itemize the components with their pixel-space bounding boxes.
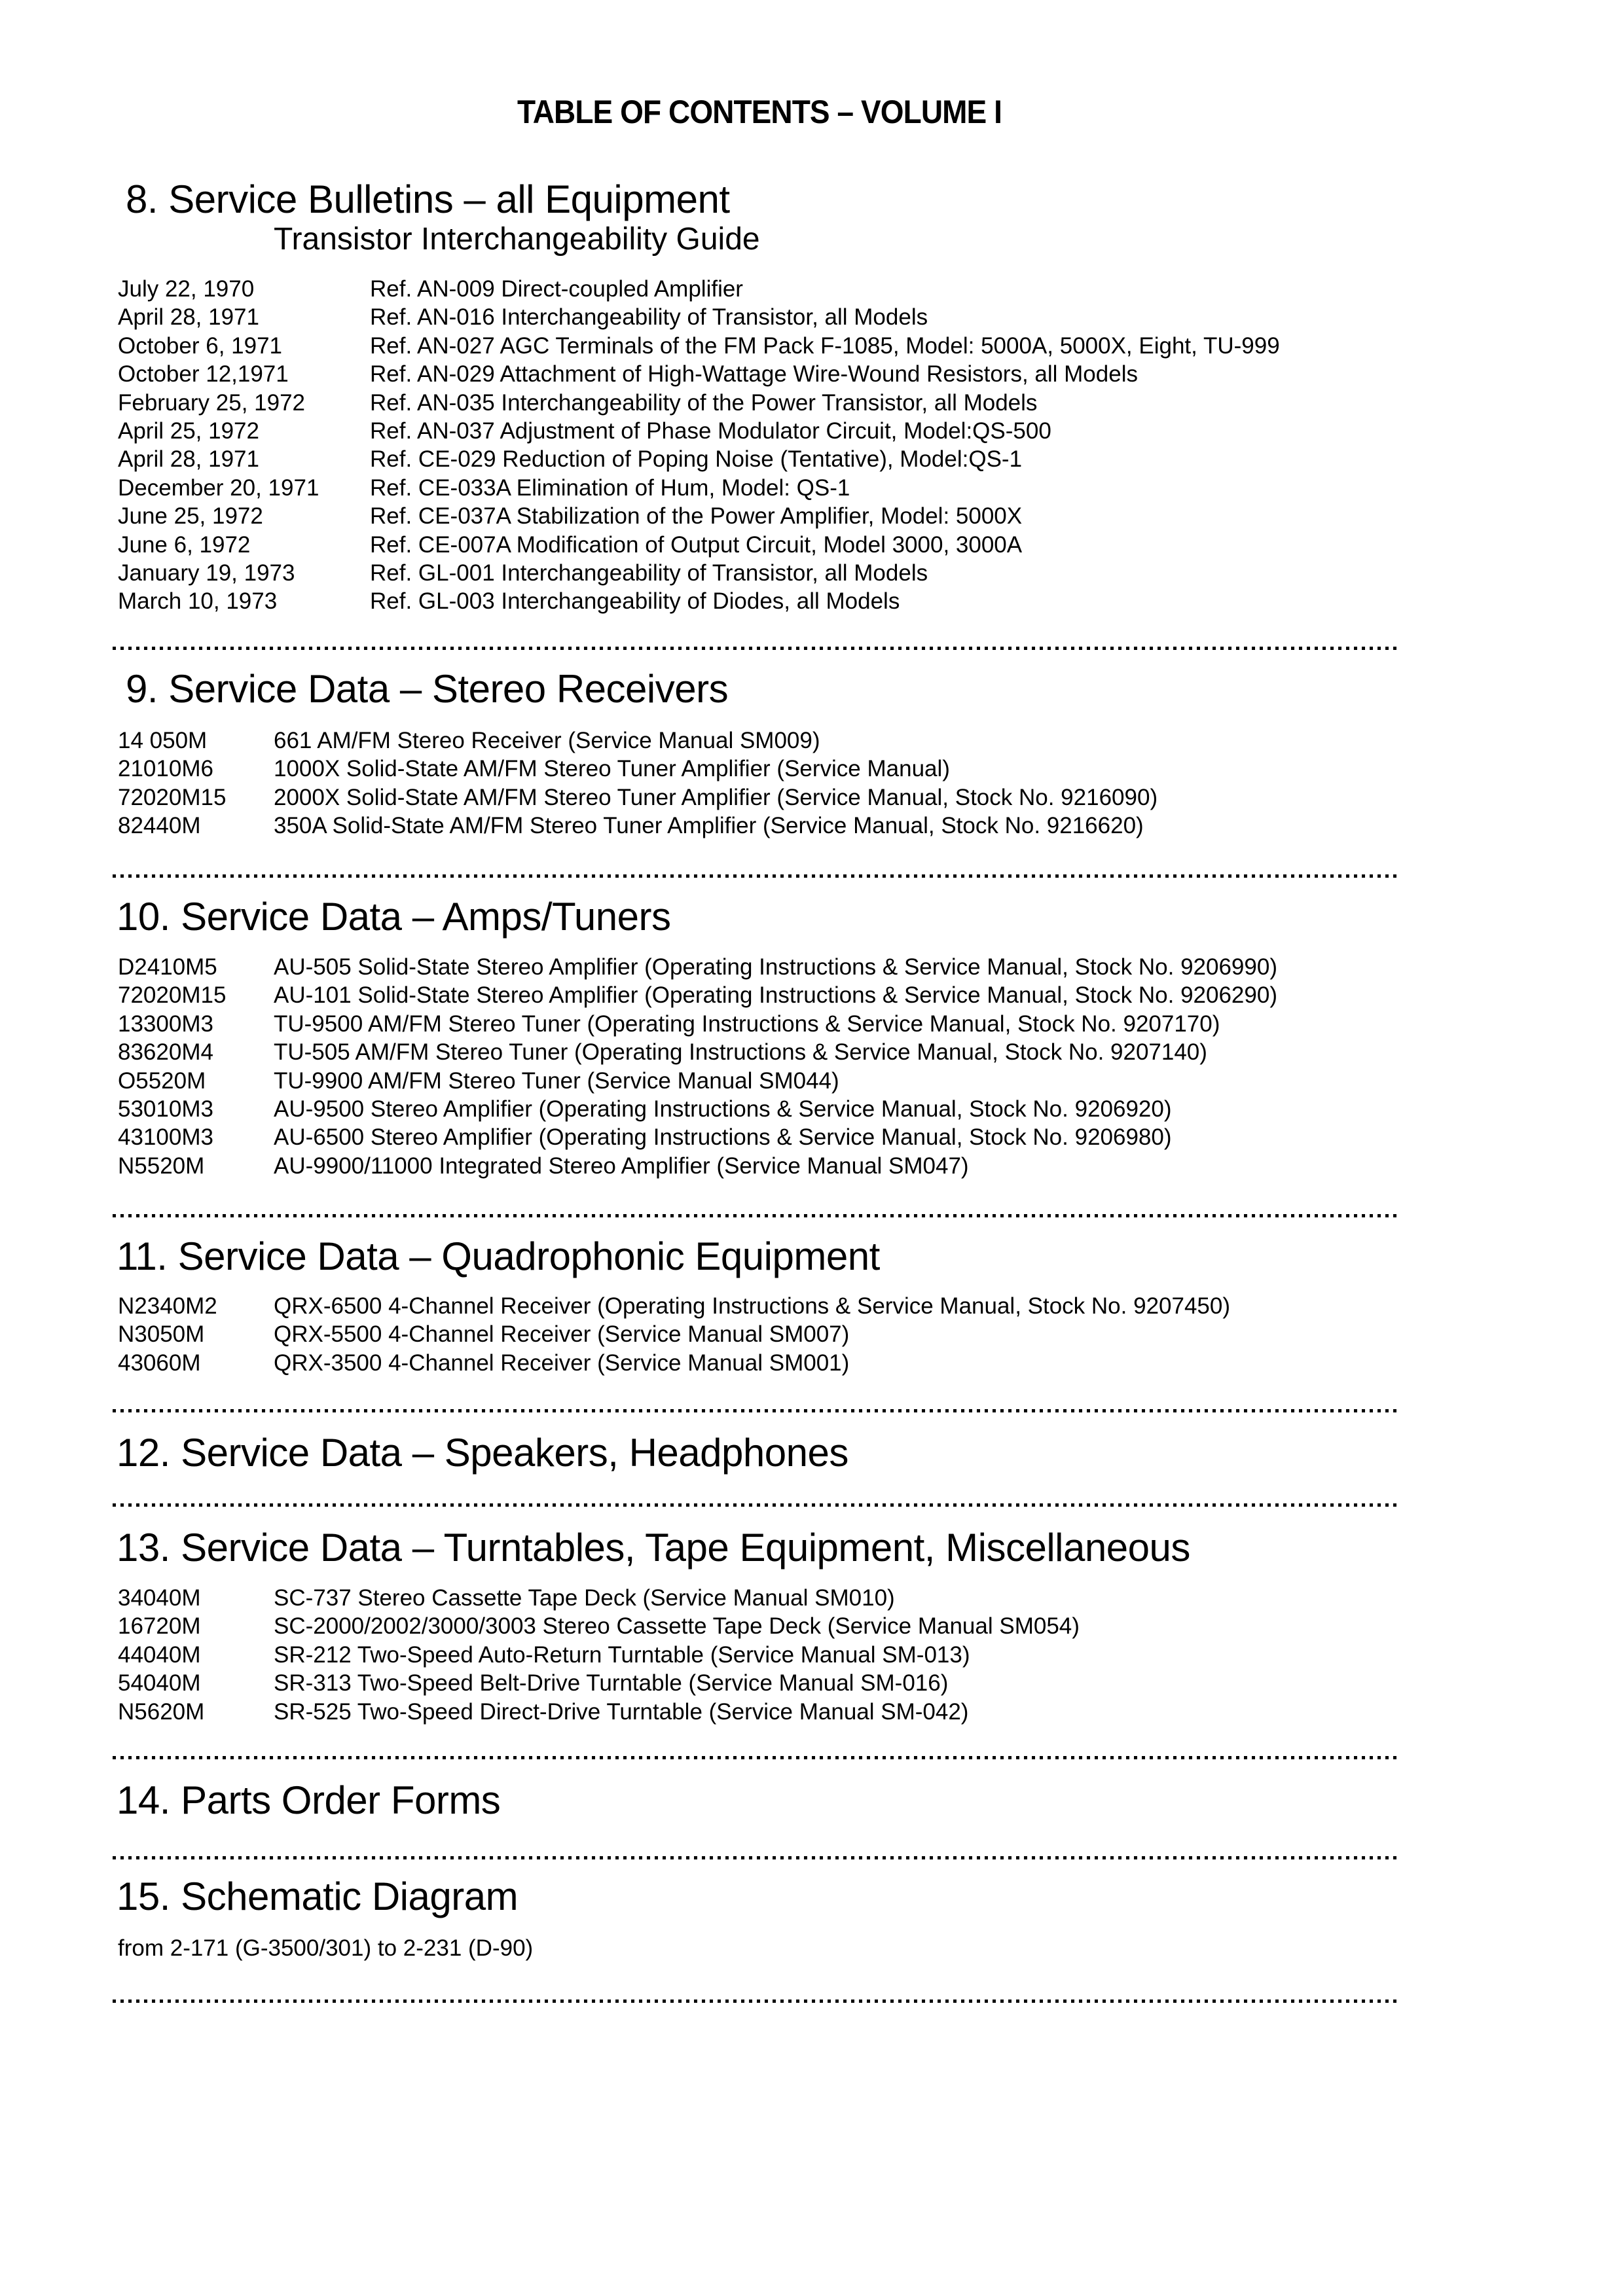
bulletin-row xyxy=(118,275,1401,303)
bulletin-row xyxy=(118,531,1401,559)
item-description: SC-737 Stereo Cassette Tape Deck (Service Manual SM010) xyxy=(274,1585,895,1611)
list-item xyxy=(118,981,1401,1009)
dotted-separator xyxy=(113,1503,1398,1507)
item-description: 661 AM/FM Stereo Receiver (Service Manual SM009) xyxy=(274,728,820,753)
item-description: SR-212 Two-Speed Auto-Return Turntable (Service Manual SM-013) xyxy=(274,1641,970,1668)
bulletin-row xyxy=(118,332,1401,360)
stock-code: 14 050M xyxy=(118,728,208,753)
bulletin-row xyxy=(118,587,1401,615)
list-item xyxy=(118,1095,1401,1123)
list-item xyxy=(118,1038,1401,1066)
item-description: AU-101 Solid-State Stereo Amplifier (Operating Instructions & Service Manual, Stock No. 9206290) xyxy=(274,982,1277,1009)
item-description: QRX-5500 4-Channel Receiver (Service Manual SM007) xyxy=(274,1321,850,1348)
list-item xyxy=(118,1010,1401,1038)
bulletin-date: October 6, 1971 xyxy=(118,332,282,359)
bulletin-row xyxy=(118,445,1401,473)
list-item xyxy=(118,1669,1401,1697)
schematic-range-text: from 2-171 (G-3500/301) to 2-231 (D-90) xyxy=(118,1935,534,1961)
list-item xyxy=(118,1641,1401,1669)
bulletin-ref: Ref. CE-007A Modification of Output Circuit, Model 3000, 3000A xyxy=(370,531,1023,558)
item-description: SR-525 Two-Speed Direct-Drive Turntable (Service Manual SM-042) xyxy=(274,1698,969,1725)
stock-code: 43060M xyxy=(118,1350,201,1376)
list-item xyxy=(118,1152,1401,1180)
stock-code: 72020M15 xyxy=(118,784,227,810)
item-description: AU-505 Solid-State Stereo Amplifier (Operating Instructions & Service Manual, Stock No. 9206990) xyxy=(274,954,1277,980)
bulletin-ref: Ref. AN-029 Attachment of High-Wattage Wire-Wound Resistors, all Models xyxy=(370,361,1138,387)
bulletin-ref: Ref. AN-009 Direct-coupled Amplifier xyxy=(370,276,743,302)
item-description: AU-9500 Stereo Amplifier (Operating Instructions & Service Manual, Stock No. 9206920) xyxy=(274,1096,1172,1122)
bulletin-ref: Ref. AN-037 Adjustment of Phase Modulator Circuit, Model:QS-500 xyxy=(370,418,1051,444)
bulletin-ref: Ref. GL-001 Interchangeability of Transistor, all Models xyxy=(370,560,928,586)
list-item xyxy=(118,783,1401,812)
dotted-separator xyxy=(113,2000,1398,2003)
item-description: TU-9500 AM/FM Stereo Tuner (Operating Instructions & Service Manual, Stock No. 9207170) xyxy=(274,1011,1220,1037)
item-description: 1000X Solid-State AM/FM Stereo Tuner Amplifier (Service Manual) xyxy=(274,756,950,782)
bulletin-date: March 10, 1973 xyxy=(118,588,278,615)
bulletin-row xyxy=(118,559,1401,587)
item-description: SC-2000/2002/3000/3003 Stereo Cassette Tape Deck (Service Manual SM054) xyxy=(274,1613,1080,1640)
item-description: TU-9900 AM/FM Stereo Tuner (Service Manual SM044) xyxy=(274,1067,839,1094)
dotted-separator xyxy=(113,874,1398,878)
list-item xyxy=(118,1612,1401,1640)
bulletin-ref: Ref. AN-016 Interchangeability of Transistor, all Models xyxy=(370,304,928,331)
item-description: QRX-6500 4-Channel Receiver (Operating Instructions & Service Manual, Stock No. 9207450) xyxy=(274,1293,1231,1319)
stock-code: 83620M4 xyxy=(118,1039,213,1066)
section-8-subheading: Transistor Interchangeability Guide xyxy=(274,222,760,257)
stock-code: 16720M xyxy=(118,1613,201,1640)
list-item xyxy=(118,1292,1401,1320)
stock-code: 44040M xyxy=(118,1641,201,1668)
page-title: TABLE OF CONTENTS – VOLUME I xyxy=(517,94,1002,130)
item-description: AU-6500 Stereo Amplifier (Operating Instructions & Service Manual, Stock No. 9206980) xyxy=(274,1124,1172,1151)
bulletin-ref: Ref. AN-027 AGC Terminals of the FM Pack F-1085, Model: 5000A, 5000X, Eight, TU-999 xyxy=(370,332,1280,359)
bulletin-ref: Ref. GL-003 Interchangeability of Diodes, all Models xyxy=(370,588,900,615)
stock-code: 72020M15 xyxy=(118,982,227,1009)
list-item xyxy=(118,953,1401,981)
dotted-separator xyxy=(113,1856,1398,1859)
stock-code: N5520M xyxy=(118,1153,205,1179)
stock-code: 54040M xyxy=(118,1670,201,1696)
bulletin-ref: Ref. CE-033A Elimination of Hum, Model: QS-1 xyxy=(370,475,850,501)
list-item xyxy=(118,1584,1401,1612)
bulletin-date: April 25, 1972 xyxy=(118,418,259,444)
section-12-heading: 12. Service Data – Speakers, Headphones xyxy=(117,1431,848,1475)
item-description: TU-505 AM/FM Stereo Tuner (Operating Instructions & Service Manual, Stock No. 9207140) xyxy=(274,1039,1207,1066)
section-10-heading: 10. Service Data – Amps/Tuners xyxy=(117,895,671,939)
item-description: QRX-3500 4-Channel Receiver (Service Manual SM001) xyxy=(274,1350,850,1376)
list-item xyxy=(118,755,1401,783)
amps-tuners-list xyxy=(118,953,1401,1180)
dotted-separator xyxy=(113,647,1398,650)
stock-code: 13300M3 xyxy=(118,1011,213,1037)
bulletin-list xyxy=(118,275,1401,616)
bulletin-row xyxy=(118,303,1401,331)
bulletin-date: April 28, 1971 xyxy=(118,446,259,473)
bulletin-row xyxy=(118,389,1401,417)
bulletin-date: December 20, 1971 xyxy=(118,475,319,501)
dotted-separator xyxy=(113,1214,1398,1217)
stock-code: N3050M xyxy=(118,1321,205,1348)
bulletin-ref: Ref. CE-029 Reduction of Poping Noise (Tentative), Model:QS-1 xyxy=(370,446,1023,473)
bulletin-row xyxy=(118,417,1401,445)
stock-code: N2340M2 xyxy=(118,1293,217,1319)
bulletin-row xyxy=(118,502,1401,530)
list-item xyxy=(118,1067,1401,1095)
section-11-heading: 11. Service Data – Quadrophonic Equipment xyxy=(117,1234,880,1278)
stereo-receivers-list xyxy=(118,726,1401,840)
section-15-heading: 15. Schematic Diagram xyxy=(117,1874,519,1918)
list-item xyxy=(118,812,1401,840)
quadrophonic-list xyxy=(118,1292,1401,1377)
stock-code: 53010M3 xyxy=(118,1096,213,1122)
turntables-tape-list xyxy=(118,1584,1401,1726)
stock-code: 21010M6 xyxy=(118,756,213,782)
list-item xyxy=(118,1123,1401,1151)
list-item xyxy=(118,1320,1401,1348)
dotted-separator xyxy=(113,1409,1398,1412)
stock-code: 82440M xyxy=(118,813,201,839)
bulletin-date: June 6, 1972 xyxy=(118,531,251,558)
stock-code: D2410M5 xyxy=(118,954,217,980)
list-item xyxy=(118,726,1401,755)
bulletin-date: October 12,1971 xyxy=(118,361,289,387)
bulletin-date: February 25, 1972 xyxy=(118,389,306,416)
bulletin-date: April 28, 1971 xyxy=(118,304,259,331)
bulletin-ref: Ref. CE-037A Stabilization of the Power Amplifier, Model: 5000X xyxy=(370,503,1023,529)
bulletin-date: June 25, 1972 xyxy=(118,503,263,529)
section-14-heading: 14. Parts Order Forms xyxy=(117,1778,501,1822)
section-13-heading: 13. Service Data – Turntables, Tape Equipment, Miscellaneous xyxy=(117,1526,1190,1570)
bulletin-ref: Ref. AN-035 Interchangeability of the Power Transistor, all Models xyxy=(370,389,1038,416)
bulletin-row xyxy=(118,474,1401,502)
item-description: AU-9900/11000 Integrated Stereo Amplifier (Service Manual SM047) xyxy=(274,1153,969,1179)
stock-code: 34040M xyxy=(118,1585,201,1611)
item-description: 2000X Solid-State AM/FM Stereo Tuner Amplifier (Service Manual, Stock No. 9216090) xyxy=(274,784,1158,810)
item-description: SR-313 Two-Speed Belt-Drive Turntable (Service Manual SM-016) xyxy=(274,1670,949,1696)
list-item xyxy=(118,1349,1401,1377)
section-9-heading: 9. Service Data – Stereo Receivers xyxy=(126,667,729,711)
bulletin-date: July 22, 1970 xyxy=(118,276,255,302)
section-8-heading: 8. Service Bulletins – all Equipment xyxy=(126,177,730,221)
bulletin-date: January 19, 1973 xyxy=(118,560,295,586)
item-description: 350A Solid-State AM/FM Stereo Tuner Amplifier (Service Manual, Stock No. 9216620) xyxy=(274,813,1144,839)
list-item xyxy=(118,1698,1401,1726)
stock-code: N5620M xyxy=(118,1698,205,1725)
stock-code: 43100M3 xyxy=(118,1124,213,1151)
dotted-separator xyxy=(113,1756,1398,1759)
bulletin-row xyxy=(118,360,1401,388)
stock-code: O5520M xyxy=(118,1067,206,1094)
